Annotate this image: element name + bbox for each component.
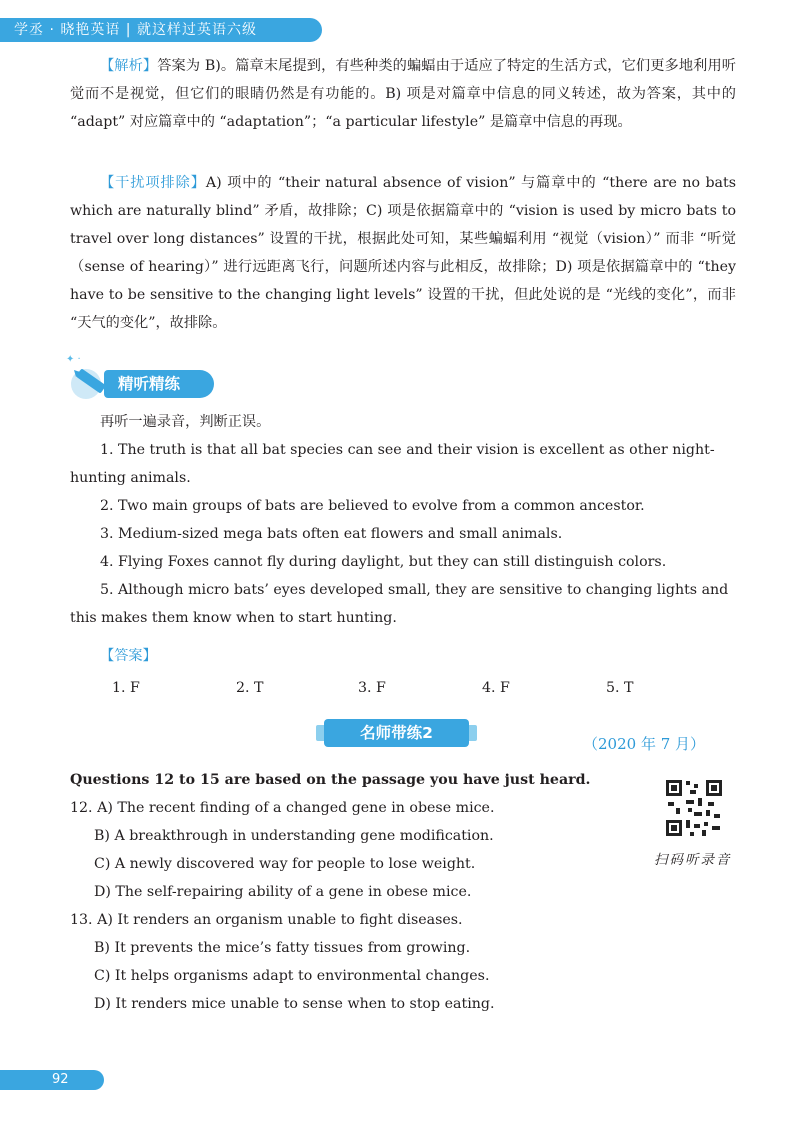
qr-code-icon[interactable] bbox=[664, 778, 724, 838]
page-number: 92 bbox=[0, 1070, 104, 1090]
intensive-instruction: 再听一遍录音，判断正误。 bbox=[100, 414, 271, 430]
questions-heading: Questions 12 to 15 are based on the passage you have just heard. bbox=[70, 772, 591, 788]
answer-1: 1. F bbox=[112, 680, 140, 696]
intensive-item-5: 5. Although micro bats’ eyes developed small, they are sensitive to changing lights and this makes them know when to start hunting. bbox=[70, 582, 729, 626]
answer-2: 2. T bbox=[236, 680, 264, 696]
q12-option-d: D) The self-repairing ability of a gene in obese mice. bbox=[94, 884, 472, 900]
answer-3: 3. F bbox=[358, 680, 386, 696]
q12-option-c: C) A newly discovered way for people to lose weight. bbox=[94, 856, 476, 872]
analysis-paragraph bbox=[70, 52, 736, 136]
intensive-item-3: 3. Medium-sized mega bats often eat flowers and small animals. bbox=[100, 526, 563, 542]
distractor-tag: 【干扰项排除】 bbox=[100, 175, 206, 191]
answer-5: 5. T bbox=[606, 680, 634, 696]
distractor-paragraph bbox=[70, 169, 736, 337]
answer-4: 4. F bbox=[482, 680, 510, 696]
q13-option-c: C) It helps organisms adapt to environmental changes. bbox=[94, 968, 490, 984]
distractor-text: A) 项中的 “their natural absence of vision” 与篇章中的 “there are no bats which are naturally blind” 矛盾，故排除；C) 项是依据篇章中的 “vision is used by micro bats to travel over long distances” 设置的干扰，根据此处可知，某些蝙蝠利用 “视觉（vision）” 而非 “听觉（sense of hearing）” 进行远距离飞行，问题所述内容与此相反，故排除；D) 项是依据篇章中的 “they have to be sensitive to the changing light levels” 设置的干扰，但此处说的是 “光线的变化”，而非 “天气的变化”，故排除。 bbox=[70, 175, 736, 331]
intensive-item-1: 1. The truth is that all bat species can see and their vision is excellent as other night-hunting animals. bbox=[70, 442, 715, 486]
answer-label: 【答案】 bbox=[100, 648, 157, 664]
book-header: 学丞 · 晓艳英语 | 就这样过英语六级 bbox=[0, 18, 322, 42]
q13-option-a: 13. A) It renders an organism unable to fight diseases. bbox=[70, 912, 463, 928]
teacher-practice-banner: 名师带练2 bbox=[324, 719, 469, 747]
exam-date: （2020 年 7 月） bbox=[583, 735, 706, 753]
intensive-item-2: 2. Two main groups of bats are believed to evolve from a common ancestor. bbox=[100, 498, 645, 514]
qr-code-label: 扫码听录音 bbox=[654, 852, 732, 868]
intensive-listening-banner: 精听精练 bbox=[104, 370, 214, 398]
intensive-item-4: 4. Flying Foxes cannot fly during daylight, but they can still distinguish colors. bbox=[100, 554, 667, 570]
analysis-text: 答案为 B)。篇章末尾提到，有些种类的蝙蝠由于适应了特定的生活方式，它们更多地利用听觉而不是视觉，但它们的眼睛仍然是有功能的。B) 项是对篇章中信息的同义转述，故为答案，其中的 “adapt” 对应篇章中的 “adaptation”；“a particular lifestyle” 是篇章中信息的再现。 bbox=[70, 58, 736, 130]
sparkle-icon: ✦ · bbox=[66, 354, 81, 365]
pencil-icon bbox=[62, 350, 110, 402]
q13-option-d: D) It renders mice unable to sense when to stop eating. bbox=[94, 996, 495, 1012]
analysis-tag: 【解析】 bbox=[100, 58, 158, 74]
q12-option-b: B) A breakthrough in understanding gene modification. bbox=[94, 828, 494, 844]
q13-option-b: B) It prevents the mice’s fatty tissues from growing. bbox=[94, 940, 471, 956]
q12-option-a: 12. A) The recent finding of a changed gene in obese mice. bbox=[70, 800, 495, 816]
